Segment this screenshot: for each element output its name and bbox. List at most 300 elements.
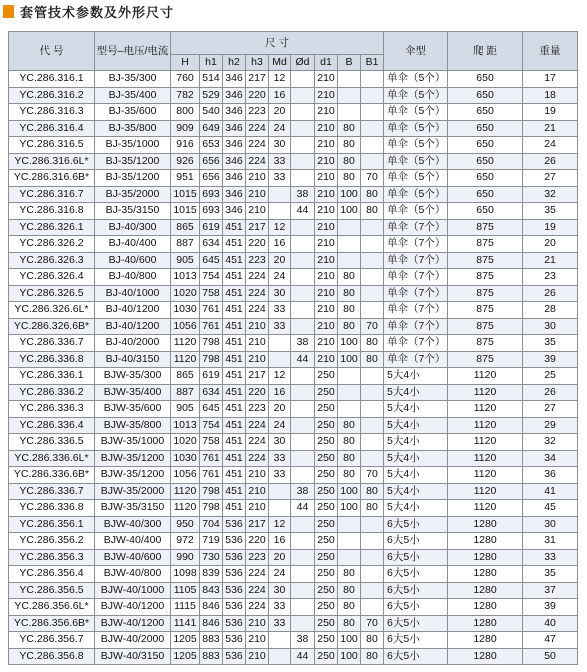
cell-H: 760 (171, 71, 200, 88)
table-row (9, 318, 578, 335)
header-dim-6: d1 (315, 55, 338, 71)
cell-weight: 40 (523, 615, 578, 632)
cell-h3: 210 (246, 335, 269, 352)
table-row (9, 269, 578, 286)
table-row (9, 533, 578, 550)
cell-code: YC.286.316.3 (9, 104, 95, 121)
cell-weight: 30 (523, 318, 578, 335)
cell-H: 782 (171, 87, 200, 104)
cell-code: YC.286.356.6B* (9, 615, 95, 632)
cell-h1: 649 (200, 120, 223, 137)
cell-h2: 346 (223, 120, 246, 137)
cell-h2: 346 (223, 137, 246, 154)
cell-h1: 529 (200, 87, 223, 104)
cell-weight: 37 (523, 582, 578, 599)
cell-Md: 24 (269, 120, 291, 137)
cell-d: 38 (291, 632, 315, 649)
cell-creepage: 1280 (448, 549, 523, 566)
header-dim-8: B1 (361, 55, 384, 71)
cell-shed: 5大4小 (384, 467, 448, 484)
cell-d1: 210 (315, 137, 338, 154)
cell-weight: 19 (523, 219, 578, 236)
cell-d (291, 219, 315, 236)
cell-B1: 80 (361, 351, 384, 368)
cell-code: YC.286.336.7 (9, 335, 95, 352)
cell-code: YC.286.316.6B* (9, 170, 95, 187)
table-body (9, 71, 578, 665)
cell-Md: 16 (269, 236, 291, 253)
cell-code: YC.286.356.1 (9, 516, 95, 533)
cell-B1 (361, 71, 384, 88)
cell-B (338, 252, 361, 269)
cell-d1: 210 (315, 351, 338, 368)
cell-weight: 27 (523, 401, 578, 418)
cell-shed: 单伞（5个） (384, 104, 448, 121)
cell-B1 (361, 450, 384, 467)
table-row (9, 566, 578, 583)
cell-h3: 220 (246, 236, 269, 253)
cell-shed: 6大5小 (384, 533, 448, 550)
cell-d1: 210 (315, 302, 338, 319)
cell-model: BJW-35/300 (95, 368, 171, 385)
cell-Md: 33 (269, 302, 291, 319)
cell-d1: 210 (315, 153, 338, 170)
cell-Md: 33 (269, 153, 291, 170)
header-dim-3: h3 (246, 55, 269, 71)
cell-h1: 846 (200, 615, 223, 632)
cell-H: 1020 (171, 434, 200, 451)
cell-model: BJW-35/1200 (95, 450, 171, 467)
cell-creepage: 1280 (448, 582, 523, 599)
cell-h3: 210 (246, 483, 269, 500)
cell-h1: 843 (200, 582, 223, 599)
table-row (9, 203, 578, 220)
cell-d1: 210 (315, 252, 338, 269)
cell-shed: 单伞（7个） (384, 219, 448, 236)
cell-B (338, 104, 361, 121)
cell-h2: 536 (223, 533, 246, 550)
cell-d1: 250 (315, 632, 338, 649)
cell-h2: 536 (223, 516, 246, 533)
cell-h3: 210 (246, 500, 269, 517)
cell-d (291, 87, 315, 104)
cell-model: BJ-40/600 (95, 252, 171, 269)
cell-h2: 451 (223, 384, 246, 401)
cell-h3: 223 (246, 104, 269, 121)
table-row (9, 632, 578, 649)
cell-B: 80 (338, 269, 361, 286)
cell-h1: 754 (200, 269, 223, 286)
cell-code: YC.286.326.6B* (9, 318, 95, 335)
cell-h2: 451 (223, 236, 246, 253)
table-row (9, 252, 578, 269)
cell-d (291, 549, 315, 566)
cell-B: 80 (338, 285, 361, 302)
cell-Md: 16 (269, 533, 291, 550)
cell-model: BJW-40/600 (95, 549, 171, 566)
cell-B1 (361, 582, 384, 599)
cell-B1 (361, 599, 384, 616)
cell-B: 80 (338, 615, 361, 632)
cell-h1: 719 (200, 533, 223, 550)
cell-d1: 250 (315, 434, 338, 451)
cell-H: 916 (171, 137, 200, 154)
cell-h3: 224 (246, 566, 269, 583)
cell-H: 1120 (171, 351, 200, 368)
cell-h3: 217 (246, 368, 269, 385)
cell-B: 80 (338, 450, 361, 467)
cell-weight: 17 (523, 71, 578, 88)
cell-weight: 27 (523, 170, 578, 187)
cell-creepage: 1120 (448, 467, 523, 484)
cell-B: 100 (338, 632, 361, 649)
cell-h1: 619 (200, 219, 223, 236)
cell-model: BJW-35/2000 (95, 483, 171, 500)
cell-H: 887 (171, 236, 200, 253)
cell-Md (269, 648, 291, 665)
cell-shed: 单伞（7个） (384, 302, 448, 319)
cell-h2: 451 (223, 434, 246, 451)
cell-weight: 18 (523, 87, 578, 104)
cell-creepage: 650 (448, 104, 523, 121)
cell-d1: 250 (315, 417, 338, 434)
cell-creepage: 1120 (448, 434, 523, 451)
cell-h3: 220 (246, 87, 269, 104)
cell-d (291, 153, 315, 170)
cell-Md: 12 (269, 516, 291, 533)
cell-weight: 31 (523, 533, 578, 550)
cell-shed: 单伞（5个） (384, 87, 448, 104)
cell-d1: 210 (315, 318, 338, 335)
table-row (9, 368, 578, 385)
cell-creepage: 1280 (448, 516, 523, 533)
cell-d (291, 368, 315, 385)
cell-h2: 451 (223, 368, 246, 385)
cell-B1 (361, 417, 384, 434)
cell-model: BJ-40/3150 (95, 351, 171, 368)
cell-Md: 20 (269, 401, 291, 418)
cell-Md: 20 (269, 104, 291, 121)
cell-creepage: 1120 (448, 368, 523, 385)
cell-Md: 24 (269, 566, 291, 583)
cell-model: BJW-35/1000 (95, 434, 171, 451)
cell-B1 (361, 285, 384, 302)
cell-weight: 26 (523, 285, 578, 302)
cell-Md: 12 (269, 219, 291, 236)
cell-h2: 451 (223, 417, 246, 434)
cell-shed: 单伞（7个） (384, 236, 448, 253)
cell-H: 1120 (171, 500, 200, 517)
cell-h1: 619 (200, 368, 223, 385)
cell-weight: 35 (523, 203, 578, 220)
cell-B1 (361, 549, 384, 566)
cell-shed: 5大4小 (384, 500, 448, 517)
cell-h1: 514 (200, 71, 223, 88)
cell-model: BJ-40/400 (95, 236, 171, 253)
cell-Md (269, 186, 291, 203)
cell-B1: 70 (361, 170, 384, 187)
header-model: 型号–电压/电流 (95, 32, 171, 71)
cell-code: YC.286.326.2 (9, 236, 95, 253)
cell-weight: 32 (523, 186, 578, 203)
cell-creepage: 1280 (448, 566, 523, 583)
cell-model: BJ-35/300 (95, 71, 171, 88)
cell-model: BJ-35/3150 (95, 203, 171, 220)
cell-d1: 210 (315, 236, 338, 253)
table-row (9, 500, 578, 517)
cell-creepage: 875 (448, 219, 523, 236)
cell-h2: 346 (223, 203, 246, 220)
table-row (9, 401, 578, 418)
cell-H: 1015 (171, 203, 200, 220)
cell-H: 1105 (171, 582, 200, 599)
cell-weight: 39 (523, 599, 578, 616)
cell-code: YC.286.316.4 (9, 120, 95, 137)
table-row (9, 71, 578, 88)
cell-B1: 80 (361, 500, 384, 517)
cell-h3: 220 (246, 384, 269, 401)
cell-B1 (361, 252, 384, 269)
cell-B1: 70 (361, 615, 384, 632)
cell-d (291, 252, 315, 269)
cell-B1 (361, 434, 384, 451)
cell-Md: 20 (269, 252, 291, 269)
cell-h1: 798 (200, 335, 223, 352)
table-row (9, 450, 578, 467)
cell-d1: 210 (315, 203, 338, 220)
cell-H: 1015 (171, 186, 200, 203)
cell-h1: 839 (200, 566, 223, 583)
cell-model: BJ-35/1200 (95, 153, 171, 170)
cell-d: 44 (291, 351, 315, 368)
cell-B (338, 368, 361, 385)
cell-code: YC.286.316.8 (9, 203, 95, 220)
cell-Md: 33 (269, 318, 291, 335)
cell-model: BJW-40/1200 (95, 615, 171, 632)
cell-h1: 656 (200, 170, 223, 187)
cell-shed: 6大5小 (384, 648, 448, 665)
cell-B: 80 (338, 137, 361, 154)
cell-model: BJW-35/3150 (95, 500, 171, 517)
table-row (9, 351, 578, 368)
cell-h3: 224 (246, 434, 269, 451)
cell-Md: 24 (269, 269, 291, 286)
cell-h2: 451 (223, 285, 246, 302)
cell-H: 887 (171, 384, 200, 401)
cell-h3: 210 (246, 170, 269, 187)
cell-code: YC.286.336.7 (9, 483, 95, 500)
cell-creepage: 650 (448, 137, 523, 154)
cell-B1 (361, 384, 384, 401)
cell-Md: 16 (269, 384, 291, 401)
cell-weight: 30 (523, 516, 578, 533)
header-dim-0: H (171, 55, 200, 71)
cell-d1: 210 (315, 335, 338, 352)
cell-model: BJW-35/800 (95, 417, 171, 434)
cell-B1: 80 (361, 186, 384, 203)
cell-d1: 210 (315, 170, 338, 187)
cell-Md: 30 (269, 137, 291, 154)
cell-shed: 单伞（5个） (384, 153, 448, 170)
table-row (9, 434, 578, 451)
cell-h1: 798 (200, 500, 223, 517)
cell-weight: 29 (523, 417, 578, 434)
cell-h3: 224 (246, 582, 269, 599)
cell-h3: 217 (246, 516, 269, 533)
cell-H: 1205 (171, 632, 200, 649)
cell-h2: 451 (223, 318, 246, 335)
cell-d1: 250 (315, 368, 338, 385)
cell-H: 990 (171, 549, 200, 566)
cell-weight: 21 (523, 252, 578, 269)
cell-shed: 单伞（7个） (384, 335, 448, 352)
cell-code: YC.286.356.2 (9, 533, 95, 550)
cell-d (291, 104, 315, 121)
cell-d1: 250 (315, 648, 338, 665)
cell-H: 1030 (171, 450, 200, 467)
cell-weight: 39 (523, 351, 578, 368)
cell-h3: 224 (246, 137, 269, 154)
cell-h3: 217 (246, 219, 269, 236)
cell-code: YC.286.336.6L* (9, 450, 95, 467)
cell-h1: 761 (200, 450, 223, 467)
cell-d (291, 137, 315, 154)
cell-h2: 536 (223, 599, 246, 616)
cell-model: BJW-40/3150 (95, 648, 171, 665)
cell-weight: 20 (523, 236, 578, 253)
cell-h3: 210 (246, 648, 269, 665)
cell-h2: 346 (223, 104, 246, 121)
cell-h1: 645 (200, 252, 223, 269)
cell-shed: 单伞（7个） (384, 285, 448, 302)
cell-shed: 5大4小 (384, 483, 448, 500)
cell-d1: 250 (315, 516, 338, 533)
cell-model: BJ-40/300 (95, 219, 171, 236)
cell-H: 1115 (171, 599, 200, 616)
cell-creepage: 1120 (448, 450, 523, 467)
table-row (9, 302, 578, 319)
cell-creepage: 1120 (448, 417, 523, 434)
cell-H: 1141 (171, 615, 200, 632)
cell-d (291, 566, 315, 583)
cell-H: 1056 (171, 467, 200, 484)
cell-code: YC.286.336.3 (9, 401, 95, 418)
cell-creepage: 1280 (448, 632, 523, 649)
cell-B (338, 549, 361, 566)
cell-code: YC.286.336.6B* (9, 467, 95, 484)
table-row (9, 516, 578, 533)
cell-code: YC.286.336.1 (9, 368, 95, 385)
cell-h3: 210 (246, 203, 269, 220)
cell-Md: 33 (269, 599, 291, 616)
cell-d1: 210 (315, 186, 338, 203)
cell-h2: 536 (223, 582, 246, 599)
cell-d1: 250 (315, 401, 338, 418)
cell-B1 (361, 153, 384, 170)
table-row (9, 87, 578, 104)
cell-shed: 6大5小 (384, 566, 448, 583)
cell-B: 100 (338, 648, 361, 665)
cell-code: YC.286.326.3 (9, 252, 95, 269)
cell-creepage: 875 (448, 285, 523, 302)
cell-weight: 32 (523, 434, 578, 451)
cell-model: BJW-40/800 (95, 566, 171, 583)
cell-h2: 536 (223, 632, 246, 649)
cell-d (291, 533, 315, 550)
cell-h3: 210 (246, 615, 269, 632)
cell-weight: 28 (523, 302, 578, 319)
cell-code: YC.286.336.8 (9, 500, 95, 517)
cell-B (338, 533, 361, 550)
cell-model: BJW-40/1000 (95, 582, 171, 599)
cell-weight: 23 (523, 269, 578, 286)
orange-square-icon (3, 5, 14, 18)
cell-creepage: 875 (448, 318, 523, 335)
cell-B1: 70 (361, 318, 384, 335)
cell-h1: 761 (200, 318, 223, 335)
cell-model: BJ-35/1000 (95, 137, 171, 154)
cell-model: BJ-35/600 (95, 104, 171, 121)
cell-B: 80 (338, 302, 361, 319)
cell-B: 80 (338, 153, 361, 170)
cell-weight: 36 (523, 467, 578, 484)
cell-h1: 883 (200, 648, 223, 665)
table-row (9, 467, 578, 484)
cell-d (291, 236, 315, 253)
cell-h2: 451 (223, 351, 246, 368)
cell-weight: 26 (523, 153, 578, 170)
cell-d: 44 (291, 648, 315, 665)
cell-B1 (361, 516, 384, 533)
cell-d (291, 516, 315, 533)
table-row (9, 137, 578, 154)
cell-model: BJ-40/1200 (95, 302, 171, 319)
cell-B (338, 384, 361, 401)
table-row (9, 483, 578, 500)
cell-h3: 220 (246, 533, 269, 550)
cell-Md (269, 632, 291, 649)
cell-h1: 653 (200, 137, 223, 154)
cell-Md: 33 (269, 450, 291, 467)
cell-shed: 5大4小 (384, 450, 448, 467)
cell-B (338, 87, 361, 104)
cell-H: 972 (171, 533, 200, 550)
cell-creepage: 650 (448, 186, 523, 203)
cell-d1: 250 (315, 500, 338, 517)
cell-d1: 250 (315, 549, 338, 566)
cell-H: 905 (171, 252, 200, 269)
cell-Md: 24 (269, 417, 291, 434)
table-row (9, 335, 578, 352)
cell-code: YC.286.336.8 (9, 351, 95, 368)
cell-creepage: 1120 (448, 500, 523, 517)
cell-h1: 693 (200, 186, 223, 203)
page-title: 套管技术参数及外形尺寸 (20, 5, 175, 21)
cell-h3: 223 (246, 252, 269, 269)
header-code: 代 号 (9, 32, 95, 71)
cell-weight: 35 (523, 335, 578, 352)
cell-model: BJW-35/1200 (95, 467, 171, 484)
cell-model: BJW-35/600 (95, 401, 171, 418)
cell-d (291, 384, 315, 401)
cell-d1: 250 (315, 467, 338, 484)
cell-H: 1120 (171, 335, 200, 352)
table-row (9, 549, 578, 566)
cell-creepage: 875 (448, 252, 523, 269)
cell-d (291, 582, 315, 599)
cell-shed: 6大5小 (384, 632, 448, 649)
cell-d (291, 615, 315, 632)
